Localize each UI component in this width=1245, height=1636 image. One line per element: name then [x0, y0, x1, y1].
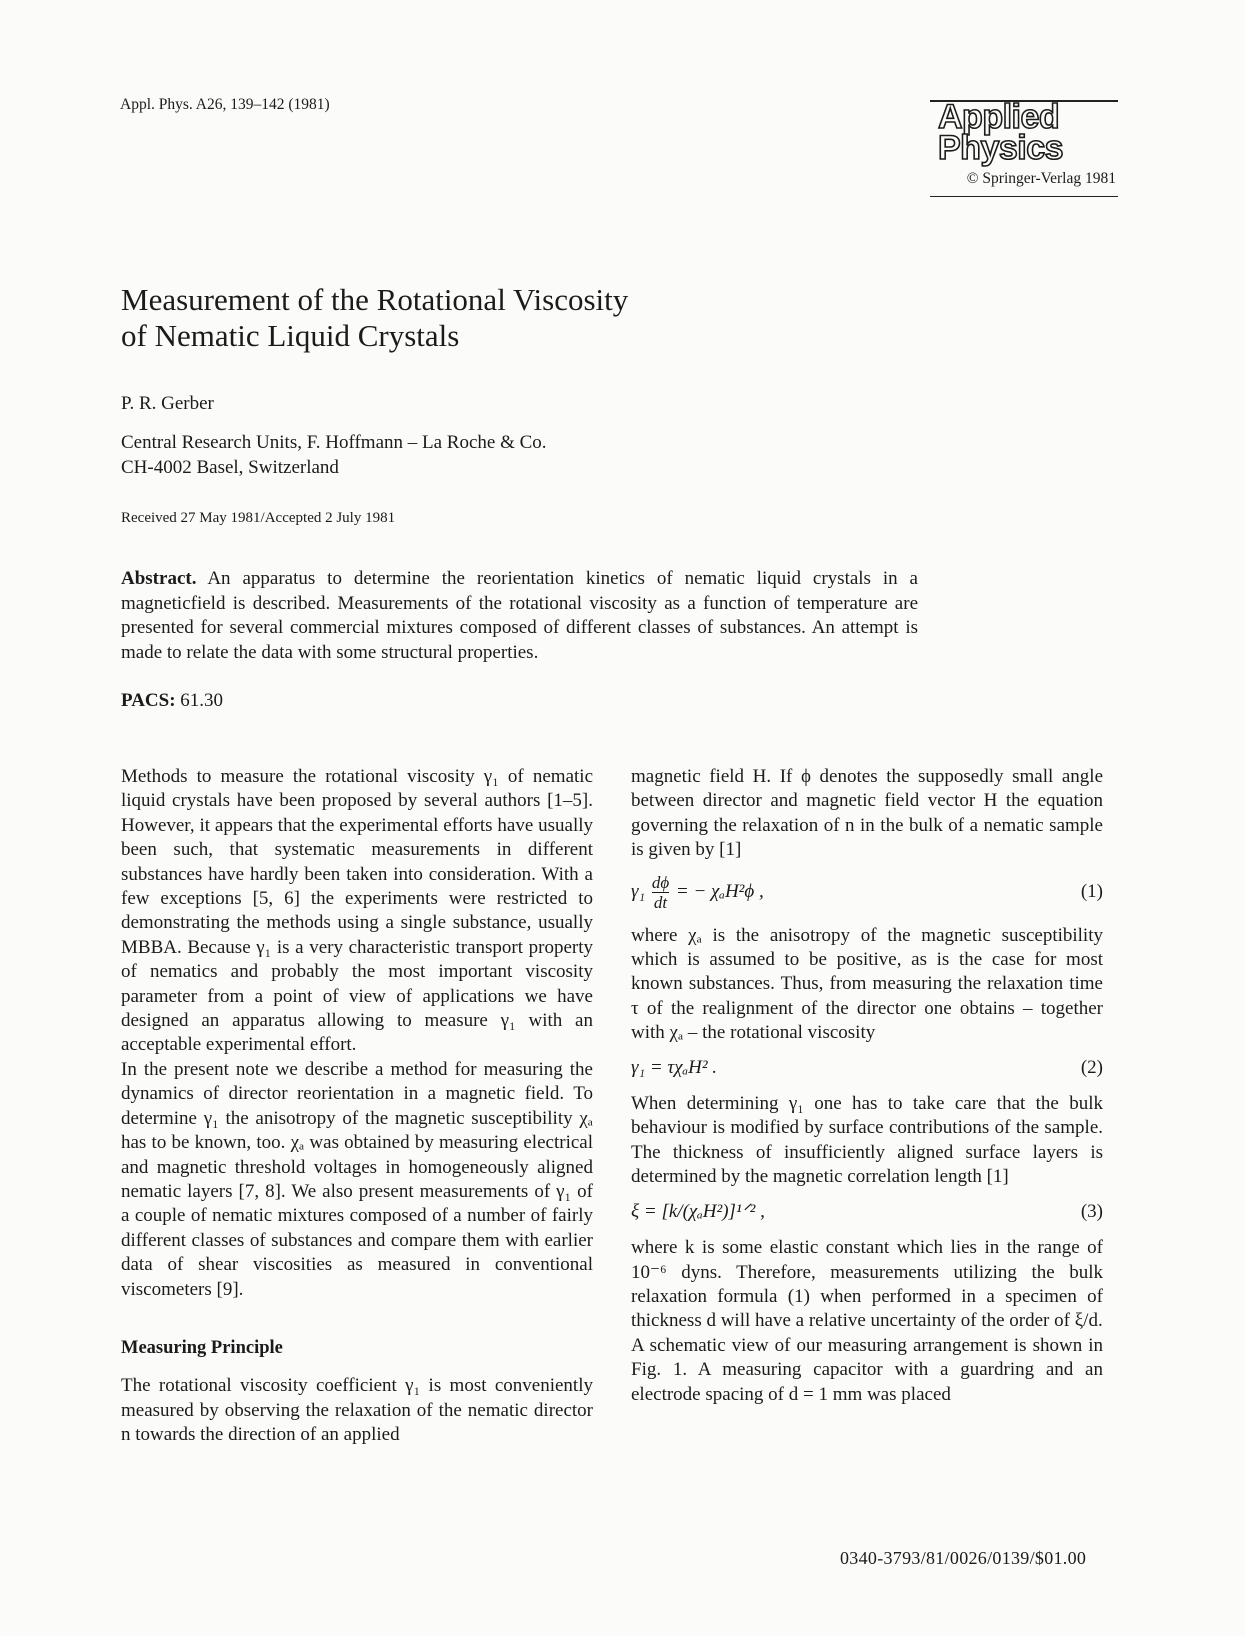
abstract-label: Abstract. [121, 568, 197, 589]
principle-paragraph-5: where k is some elastic constant which lies in the range of 10⁻⁶ dyns. Therefore, measurements utilizing the bulk relaxation formula (1) when performed in a specimen of thickness d will have a relative uncertainty of the order of ξ/d. [631, 1237, 1103, 1332]
equation-1-body [631, 873, 764, 912]
equation-3 [631, 1200, 1103, 1224]
equation-2-number: (2) [1080, 1056, 1103, 1078]
journal-logo [930, 97, 1118, 197]
principle-paragraph-6: A schematic view of our measuring arrangement is shown in Fig. 1. A measuring capacitor with a guardring and an electrode spacing of d = 1 mm was placed [631, 1334, 1103, 1405]
principle-paragraph-1: The rotational viscosity coefficient γ₁ is most conveniently measured by observing the relaxation of the nematic director n towards the direction of an applied [121, 1375, 593, 1446]
affiliation-line-1: Central Research Units, F. Hoffmann – La Roche & Co. [121, 432, 547, 453]
author-list: P. R. Gerber [121, 393, 214, 414]
abstract [121, 567, 918, 665]
right-column [631, 765, 1103, 1407]
equation-3-number: (3) [1080, 1200, 1103, 1222]
equation-1-lhs: γ₁ [631, 880, 646, 902]
equation-1-rhs: = − χₐH²ϕ , [675, 880, 764, 902]
affiliation-line-2: CH-4002 Basel, Switzerland [121, 457, 339, 478]
equation-3-body: ξ = [k/(χₐH²)]¹ᐟ² , [631, 1200, 765, 1222]
intro-paragraph-2: In the present note we describe a method for measuring the dynamics of director reorientation in a magnetic field. To determine γ₁ the anisotropy of the magnetic susceptibility χₐ has to be known, too. χₐ was obtained by measuring electrical and magnetic threshold voltages in homogeneously aligned nematic layers [7, 8]. We also present measurements of γ₁ of a couple of nematic mixtures composed of a number of fairly different classes of substances and compare them with earlier data of shear viscosities as measured in conventional viscometers [9]. [121, 1058, 593, 1300]
section-heading: Measuring Principle [121, 1337, 283, 1358]
equation-1-numerator: dϕ [651, 872, 670, 892]
logo-bottom-rule [930, 196, 1118, 198]
affiliation [121, 430, 547, 480]
title-line-2: of Nematic Liquid Crystals [121, 318, 460, 353]
received-dates: Received 27 May 1981/Accepted 2 July 1981 [121, 510, 396, 526]
journal-citation: Appl. Phys. A26, 139–142 (1981) [120, 96, 330, 113]
paper-title [121, 282, 821, 354]
pacs-label: PACS: [121, 690, 176, 711]
abstract-text: An apparatus to determine the reorientation kinetics of nematic liquid crystals in a magneticfield is described. Measurements of the rotational viscosity as a function of temperature are presented for several commercial mixtures composed of different classes of substances. An attempt is made to relate the data with some structural properties. [121, 568, 918, 663]
logo-word-applied: Applied [938, 97, 1060, 136]
equation-1-denominator: dt [653, 892, 668, 912]
pacs-value: 61.30 [180, 690, 224, 711]
principle-paragraph-4: When determining γ₁ one has to take care that the bulk behaviour is modified by surface contributions of the sample. The thickness of insufficiently aligned surface layers is determined by the magnetic correlation length [1] [631, 1093, 1103, 1188]
title-line-1: Measurement of the Rotational Viscosity [121, 282, 629, 317]
intro-paragraph-1: Methods to measure the rotational viscosity γ₁ of nematic liquid crystals have been proposed by several authors [1–5]. However, it appears that the experimental efforts have usually been such, that systematic measurements in different substances have hardly been taken into consideration. With a few exceptions [5, 6] the experiments were restricted to demonstrating the methods using a single substance, usually MBBA. Because γ₁ is a very characteristic transport property of nematics and probably the most important viscosity parameter from a point of view of applications we have designed an apparatus allowing to measure γ₁ with an acceptable experimental effort. [121, 766, 593, 1056]
equation-2-body: γ₁ = τχₐH² . [631, 1056, 718, 1078]
equation-1-number: (1) [1080, 880, 1103, 902]
pacs-code [121, 690, 223, 712]
logo-word-physics: Physics [938, 128, 1064, 167]
equation-1 [631, 873, 1103, 912]
left-column [121, 765, 593, 1448]
equation-1-fraction [652, 873, 669, 912]
equation-2 [631, 1056, 1103, 1080]
footer-code: 0340-3793/81/0026/0139/$01.00 [840, 1548, 1087, 1568]
principle-paragraph-2: magnetic field H. If ϕ denotes the supposedly small angle between director and magnetic field vector H the equation governing the relaxation of n in the bulk of a nematic sample is given by [1] [631, 766, 1103, 861]
principle-paragraph-3: where χₐ is the anisotropy of the magnetic susceptibility which is assumed to be positive, as is the case for most known substances. Thus, from measuring the relaxation time τ of the realignment of the director one obtains – together with χₐ – the rotational viscosity [631, 924, 1103, 1044]
publisher-copyright: © Springer-Verlag 1981 [966, 169, 1116, 187]
